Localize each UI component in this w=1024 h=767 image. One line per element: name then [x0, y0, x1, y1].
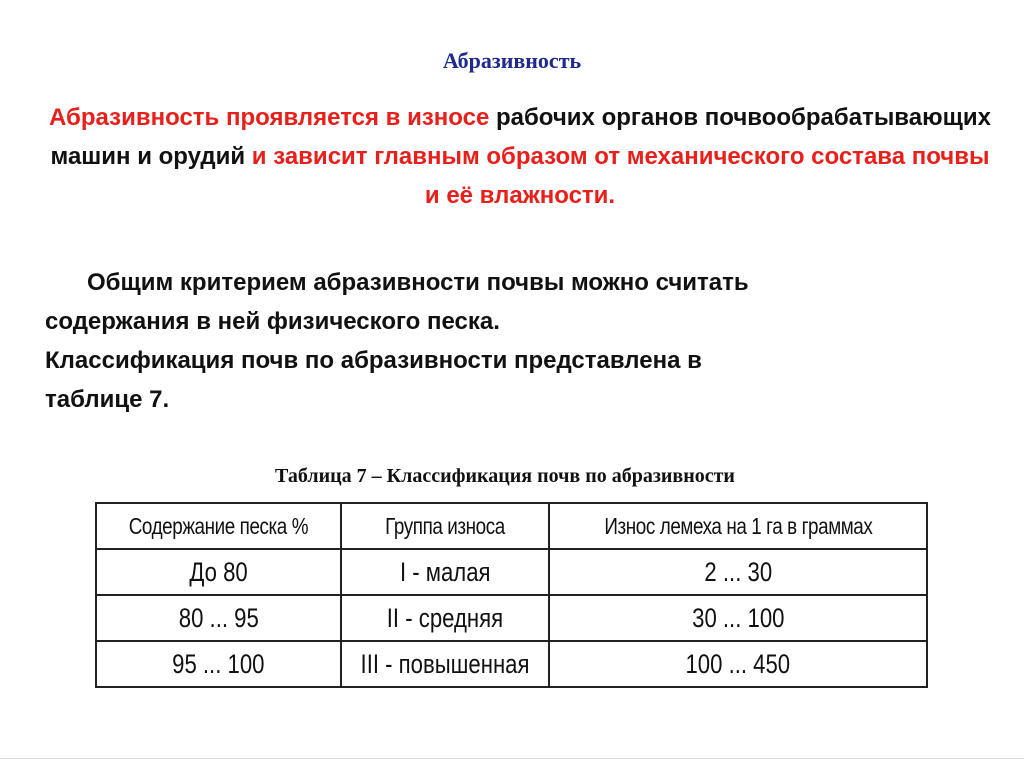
header-share-wear: Износ лемеха на 1 га в граммах [549, 503, 927, 549]
criterion-line-2: содержания в ней физического песка. [45, 308, 500, 335]
slide-title: Абразивность [442, 48, 582, 73]
criterion-line-1: Общим критерием абразивности почвы можно считать [87, 269, 749, 296]
header-wear-group: Группа износа [341, 503, 549, 549]
criterion-line-3: Классификация почв по абразивности представлена в [45, 347, 702, 374]
table-cell: 80 ... 95 [96, 595, 341, 641]
definition-highlight-2: и зависит главным образом от механического состава почвы и её влажности. [251, 143, 990, 209]
table-cell: 95 ... 100 [96, 641, 341, 687]
table-row [96, 641, 927, 687]
definition-highlight-1: Абразивность проявляется в износе [49, 104, 490, 131]
criterion-paragraph [45, 263, 1005, 419]
definition-text: рабочих органов почвообрабатывающих машин и орудий [50, 104, 991, 170]
criterion-line-4: таблице 7. [45, 386, 170, 413]
header-sand-content: Содержание песка % [96, 503, 341, 549]
table-cell: III - повышенная [341, 641, 549, 687]
table-cell: 30 ... 100 [549, 595, 927, 641]
abrasiveness-table [95, 502, 928, 688]
table-caption: Таблица 7 – Классификация почв по абразивности [275, 465, 735, 487]
table-cell: II - средняя [341, 595, 549, 641]
slide-bottom-divider [0, 758, 1024, 759]
table-cell: 2 ... 30 [549, 549, 927, 595]
table-header-row [96, 503, 927, 549]
table-row [96, 549, 927, 595]
table-cell: До 80 [96, 549, 341, 595]
table-row [96, 595, 927, 641]
abrasiveness-definition-paragraph [45, 98, 995, 215]
table-cell: 100 ... 450 [549, 641, 927, 687]
table-cell: I - малая [341, 549, 549, 595]
